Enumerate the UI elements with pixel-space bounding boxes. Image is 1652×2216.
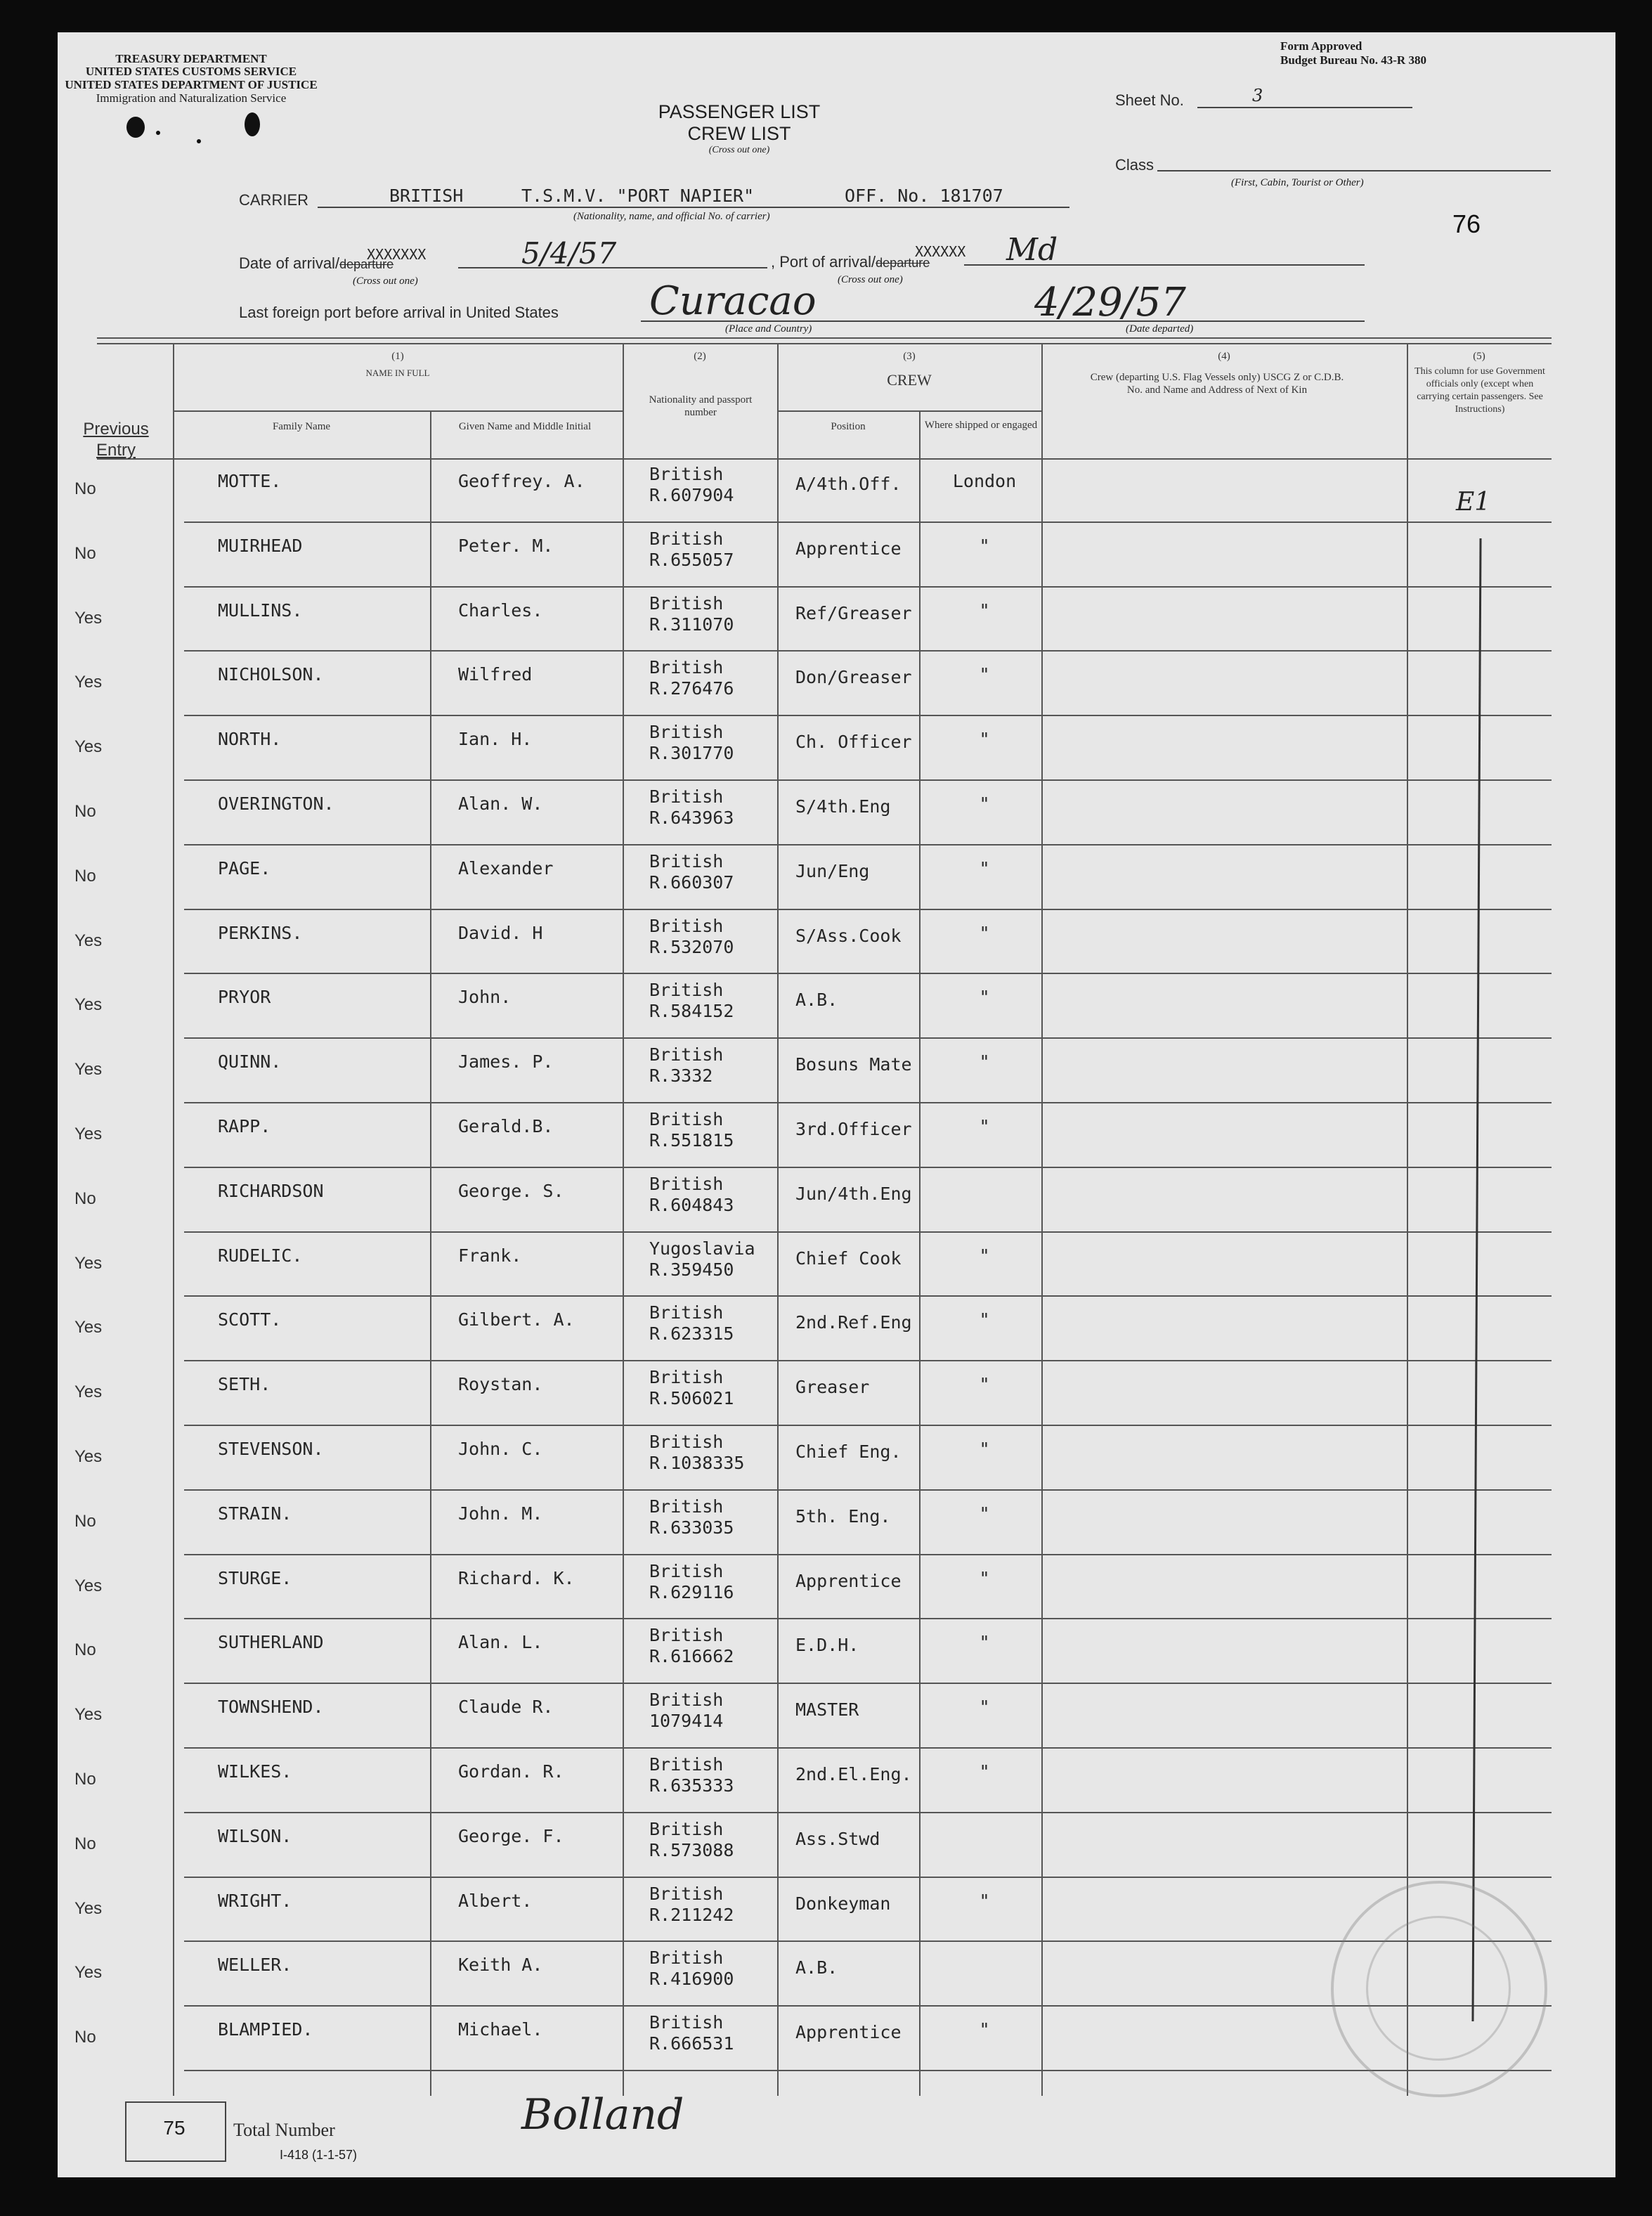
given-name: Keith A.	[458, 1955, 543, 1976]
family-name: RUDELIC.	[218, 1245, 303, 1266]
where-shipped: "	[979, 1309, 990, 1330]
nationality: British	[649, 1044, 724, 1065]
nationality: British	[649, 1173, 724, 1194]
carrier-nationality: BRITISH	[389, 186, 464, 206]
nationality: British	[649, 722, 724, 743]
given-name: Geoffrey. A.	[458, 471, 585, 491]
given-name: Albert.	[458, 1890, 533, 1911]
family-name: WILSON.	[218, 1825, 292, 1846]
passport-number: R.643963	[649, 808, 734, 828]
passport-number: 1079414	[649, 1711, 724, 1732]
col1-title: NAME IN FULL	[365, 368, 430, 378]
nationality: British	[649, 1690, 724, 1711]
nationality: British	[649, 850, 724, 872]
ink-dot-1	[156, 131, 160, 135]
passport-number: R.660307	[649, 872, 734, 893]
nationality: British	[649, 2012, 724, 2033]
date-departed-hint: (Date departed)	[1126, 323, 1194, 335]
passport-number: R.276476	[649, 678, 734, 699]
date-arrival-hint: (Cross out one)	[353, 276, 418, 287]
previous-entry: No	[74, 1834, 96, 1853]
where-shipped: "	[979, 664, 990, 685]
given-name: Richard. K.	[458, 1567, 575, 1588]
given-name: George. F.	[458, 1825, 564, 1846]
family-name: SETH.	[218, 1374, 271, 1395]
passport-number: R.551815	[649, 1130, 734, 1151]
previous-entry: Yes	[74, 995, 103, 1015]
officer-signature: Bolland	[521, 2090, 684, 2139]
col2-title: Nationality and passport number	[649, 394, 753, 418]
passport-number: R.211242	[649, 1904, 734, 1925]
date-arrival-x: XXXXXXX	[367, 246, 427, 263]
given-name: Ian. H.	[458, 729, 533, 750]
position: A/4th.Off.	[795, 474, 902, 494]
date-arrival-value: 5/4/57	[521, 236, 617, 271]
previous-entry: No	[74, 1770, 96, 1789]
subheader-rule-crew	[777, 410, 1041, 412]
ink-dot-2	[197, 139, 201, 143]
row-rule	[184, 2070, 1552, 2071]
previous-entry: Yes	[74, 1447, 103, 1466]
page-number: 76	[1452, 209, 1481, 238]
position: Apprentice	[795, 2022, 902, 2043]
crew-list-form	[58, 32, 1615, 2177]
position: Chief Cook	[795, 1248, 902, 1269]
position: Donkeyman	[795, 1893, 891, 1914]
where-shipped: "	[979, 1761, 990, 1782]
passport-number: R.573088	[649, 1839, 734, 1860]
passport-number: R.616662	[649, 1646, 734, 1667]
previous-entry: No	[74, 1640, 96, 1660]
port-arrival-value: Md	[1006, 232, 1058, 268]
given-name: Gerald.B.	[458, 1116, 554, 1136]
where-shipped: "	[979, 1567, 990, 1588]
carrier-label: CARRIER	[239, 191, 309, 209]
family-name: WILKES.	[218, 1761, 292, 1782]
position: MASTER	[795, 1699, 859, 1721]
family-name: PAGE.	[218, 857, 271, 879]
table-top-rule-2	[97, 343, 1552, 344]
family-name: MOTTE.	[218, 471, 282, 491]
given-name: John. M.	[458, 1503, 543, 1524]
previous-entry: Yes	[74, 1125, 103, 1143]
passport-number: R.3332	[649, 1065, 713, 1087]
family-name: MULLINS.	[218, 600, 303, 621]
nationality: British	[649, 1818, 724, 1839]
official-stamp-inner	[1366, 1916, 1511, 2061]
place-hint: (Place and Country)	[725, 323, 812, 335]
previous-entry: No	[74, 543, 96, 563]
date-arrival-struck: departure	[339, 257, 394, 271]
position: A.B.	[795, 1957, 838, 1978]
where-shipped: "	[979, 2019, 990, 2040]
given-name: Alan. L.	[458, 1632, 543, 1653]
col4-title: Crew (departing U.S. Flag Vessels only) USCG Z or C.D.B. No. and Name and Address of Next of Kin	[1090, 372, 1344, 396]
crew-row	[58, 652, 1615, 716]
title-cross-out: (Cross out one)	[708, 145, 770, 155]
form-title	[634, 101, 845, 156]
position: Don/Greaser	[795, 667, 912, 688]
where-shipped: "	[979, 1374, 990, 1395]
previous-entry: No	[74, 479, 96, 498]
where-shipped: "	[979, 1051, 990, 1073]
where-shipped: "	[979, 1439, 990, 1459]
class-label: Class	[1115, 156, 1155, 174]
nationality: British	[649, 464, 724, 484]
nationality: British	[649, 980, 724, 1001]
where-shipped: "	[979, 1116, 990, 1136]
given-name: Gordan. R.	[458, 1761, 564, 1782]
last-port-label: Last foreign port before arrival in United States	[239, 304, 559, 321]
crew-row	[58, 523, 1615, 588]
family-name: OVERINGTON.	[218, 793, 334, 814]
passport-number: R.655057	[649, 549, 734, 570]
previous-entry: Yes	[74, 1576, 103, 1595]
position: Apprentice	[795, 538, 902, 559]
previous-entry: Yes	[74, 1318, 103, 1337]
family-name: STEVENSON.	[218, 1439, 324, 1459]
agency-line-3: UNITED STATES DEPARTMENT OF JUSTICE	[65, 78, 318, 91]
previous-entry: Yes	[74, 1060, 103, 1080]
col2-number: (2)	[694, 351, 706, 362]
carrier-name: T.S.M.V. "PORT NAPIER"	[521, 186, 755, 206]
nationality: British	[649, 1625, 724, 1646]
where-shipped: "	[979, 729, 990, 750]
nationality: British	[649, 1432, 724, 1452]
given-name: David. H	[458, 922, 543, 943]
nationality: British	[649, 1560, 724, 1581]
previous-entry: No	[74, 2028, 96, 2047]
last-port-value: Curacao	[649, 278, 817, 324]
col1-number: (1)	[391, 351, 404, 362]
position: 2nd.El.Eng.	[795, 1764, 912, 1784]
carrier-hint: (Nationality, name, and official No. of carrier)	[573, 211, 770, 222]
previous-entry: Yes	[74, 1382, 103, 1402]
date-departed-value: 4/29/57	[1034, 280, 1186, 325]
class-hint: (First, Cabin, Tourist or Other)	[1231, 177, 1364, 188]
crew-row	[58, 1555, 1615, 1620]
family-name: STRAIN.	[218, 1503, 292, 1524]
nationality: British	[649, 1302, 724, 1323]
port-arrival-label-text: , Port of arrival/	[771, 253, 876, 271]
given-name: Alexander	[458, 857, 554, 879]
previous-entry: Yes	[74, 673, 103, 692]
position: Ref/Greaser	[795, 602, 912, 623]
given-name: Peter. M.	[458, 535, 554, 556]
family-name: RAPP.	[218, 1116, 271, 1136]
crew-row	[58, 910, 1615, 975]
sheet-no-label: Sheet No.	[1115, 91, 1184, 109]
family-name: MUIRHEAD	[218, 535, 303, 556]
family-name: NORTH.	[218, 729, 282, 750]
previous-entry: No	[74, 1188, 96, 1208]
port-arrival-hint: (Cross out one)	[838, 274, 903, 285]
position: Chief Eng.	[795, 1441, 902, 1462]
crew-row	[58, 1684, 1615, 1749]
sheet-no-value: 3	[1252, 86, 1263, 105]
nationality: British	[649, 915, 724, 936]
crew-row	[58, 1749, 1615, 1813]
nationality: British	[649, 592, 724, 614]
passport-number: R.635333	[649, 1775, 734, 1796]
given-name: Charles.	[458, 600, 543, 621]
previous-entry: Yes	[74, 1898, 103, 1918]
where-shipped: London	[952, 471, 1017, 491]
position: Greaser	[795, 1377, 870, 1398]
nationality: British	[649, 1754, 724, 1775]
where-shipped: "	[979, 1697, 990, 1718]
family-name: PRYOR	[218, 987, 271, 1008]
where-shipped: "	[979, 793, 990, 814]
agency-line-1: TREASURY DEPARTMENT	[115, 52, 267, 65]
crew-row	[58, 588, 1615, 652]
where-shipped: "	[979, 600, 990, 621]
position: Jun/Eng	[795, 860, 870, 881]
where-shipped-header: Where shipped or engaged	[924, 420, 1038, 431]
previous-entry: Yes	[74, 737, 103, 757]
passport-number: R.301770	[649, 743, 734, 764]
family-name: BLAMPIED.	[218, 2019, 313, 2040]
total-label: Total Number	[233, 2120, 335, 2140]
passport-number: R.311070	[649, 614, 734, 635]
given-name-header: Given Name and Middle Initial	[458, 421, 592, 432]
date-arrival-label-text: Date of arrival/	[239, 254, 340, 272]
crew-row	[58, 716, 1615, 781]
position: Jun/4th.Eng	[795, 1183, 912, 1204]
previous-entry: Yes	[74, 1253, 103, 1273]
previous-entry: Yes	[74, 1963, 103, 1983]
previous-entry: Yes	[74, 1705, 103, 1725]
position: A.B.	[795, 990, 838, 1011]
agency-line-4: Immigration and Naturalization Service	[96, 91, 287, 105]
passport-number: R.604843	[649, 1194, 734, 1215]
given-name: John. C.	[458, 1439, 543, 1459]
where-shipped: "	[979, 987, 990, 1008]
where-shipped: "	[979, 1503, 990, 1524]
class-line	[1157, 170, 1551, 171]
family-name: STURGE.	[218, 1567, 292, 1588]
nationality: Yugoslavia	[649, 1238, 755, 1259]
crew-row	[58, 458, 1615, 523]
port-arrival-struck: departure	[876, 256, 930, 270]
passport-number: R.506021	[649, 1388, 734, 1409]
crew-row	[58, 1426, 1615, 1491]
position: Bosuns Mate	[795, 1054, 912, 1075]
port-arrival-label	[771, 253, 930, 271]
total-value: 75	[163, 2117, 186, 2139]
position: 2nd.Ref.Eng	[795, 1312, 912, 1333]
where-shipped: "	[979, 535, 990, 556]
crew-row	[58, 1619, 1615, 1684]
carrier-off-no: OFF. No. 181707	[845, 186, 1003, 206]
crew-row	[58, 1491, 1615, 1555]
given-name: George. S.	[458, 1180, 564, 1201]
ink-blot-2	[245, 112, 260, 136]
nationality: British	[649, 657, 724, 678]
previous-entry: Yes	[74, 608, 103, 628]
family-name: RICHARDSON	[218, 1180, 324, 1201]
passport-number: R.359450	[649, 1259, 734, 1280]
given-name: James. P.	[458, 1051, 554, 1073]
where-shipped: "	[979, 857, 990, 879]
nationality: British	[649, 1109, 724, 1129]
title-passenger-list: PASSENGER LIST	[658, 101, 821, 122]
position: S/Ass.Cook	[795, 925, 902, 946]
passport-number: R.666531	[649, 2033, 734, 2054]
crew-row	[58, 1168, 1615, 1233]
subheader-rule-name	[173, 410, 623, 412]
crew-row	[58, 1039, 1615, 1103]
family-name: WELLER.	[218, 1955, 292, 1976]
position: Ass.Stwd	[795, 1828, 880, 1849]
family-name: TOWNSHEND.	[218, 1697, 324, 1718]
previous-entry: No	[74, 1511, 96, 1531]
nationality: British	[649, 1367, 724, 1388]
given-name: John.	[458, 987, 512, 1008]
carrier-line	[318, 207, 1069, 208]
where-shipped: "	[979, 922, 990, 943]
family-name-header: Family Name	[272, 421, 331, 432]
crew-row	[58, 1103, 1615, 1168]
position: S/4th.Eng	[795, 796, 891, 817]
family-name: SUTHERLAND	[218, 1632, 324, 1653]
col5-title: This column for use Government officials only (except when carrying certain passengers. See Instructions)	[1414, 366, 1545, 415]
family-name: NICHOLSON.	[218, 664, 324, 685]
agency-line-2: UNITED STATES CUSTOMS SERVICE	[85, 65, 297, 78]
column5-mark: E1	[1456, 488, 1491, 517]
position-header: Position	[831, 421, 866, 432]
given-name: Alan. W.	[458, 793, 543, 814]
col3-title: CREW	[887, 371, 932, 389]
given-name: Michael.	[458, 2019, 543, 2040]
where-shipped: "	[979, 1890, 990, 1911]
given-name: Roystan.	[458, 1374, 543, 1395]
passport-number: R.633035	[649, 1517, 734, 1538]
position: Apprentice	[795, 1570, 902, 1591]
passport-number: R.1038335	[649, 1453, 745, 1473]
sheet-no-line	[1197, 107, 1412, 108]
previous-entry: No	[74, 866, 96, 886]
passport-number: R.584152	[649, 1001, 734, 1022]
nationality: British	[649, 786, 724, 807]
crew-row	[58, 1297, 1615, 1361]
col5-number: (5)	[1473, 351, 1485, 362]
previous-entry: No	[74, 802, 96, 821]
port-arrival-x: XXXXXX	[915, 243, 966, 260]
col4-number: (4)	[1218, 351, 1230, 362]
nationality: British	[649, 1883, 724, 1904]
given-name: Claude R.	[458, 1697, 554, 1718]
position: 5th. Eng.	[795, 1505, 891, 1527]
crew-row	[58, 1813, 1615, 1878]
family-name: QUINN.	[218, 1051, 282, 1073]
passport-number: R.623315	[649, 1323, 734, 1344]
passport-number: R.532070	[649, 936, 734, 957]
family-name: SCOTT.	[218, 1309, 282, 1330]
position: 3rd.Officer	[795, 1119, 912, 1139]
passport-number: R.629116	[649, 1581, 734, 1602]
crew-row	[58, 1361, 1615, 1426]
table-top-rule-1	[97, 337, 1552, 339]
position: Ch. Officer	[795, 732, 912, 753]
nationality: British	[649, 1948, 724, 1969]
family-name: PERKINS.	[218, 922, 303, 943]
budget-bureau: Budget Bureau No. 43-R 380	[1280, 53, 1426, 67]
where-shipped: "	[979, 1632, 990, 1653]
form-approved: Form Approved	[1280, 39, 1362, 53]
passport-number: R.607904	[649, 485, 734, 505]
given-name: Wilfred	[458, 664, 533, 685]
where-shipped: "	[979, 1245, 990, 1266]
crew-row	[58, 974, 1615, 1039]
nationality: British	[649, 528, 724, 549]
given-name: Frank.	[458, 1245, 522, 1266]
position: E.D.H.	[795, 1635, 859, 1656]
crew-row	[58, 781, 1615, 845]
family-name: WRIGHT.	[218, 1890, 292, 1911]
previous-entry-header: Previous Entry	[83, 420, 149, 460]
form-number: I-418 (1-1-57)	[280, 2148, 358, 2162]
passport-number: R.416900	[649, 1969, 734, 1990]
crew-row	[58, 845, 1615, 910]
title-crew-list: CREW LIST	[687, 123, 791, 144]
crew-row	[58, 1233, 1615, 1297]
previous-entry: Yes	[74, 931, 103, 950]
ink-blot-1	[126, 117, 145, 138]
nationality: British	[649, 1496, 724, 1517]
given-name: Gilbert. A.	[458, 1309, 575, 1330]
col3-number: (3)	[903, 351, 916, 362]
